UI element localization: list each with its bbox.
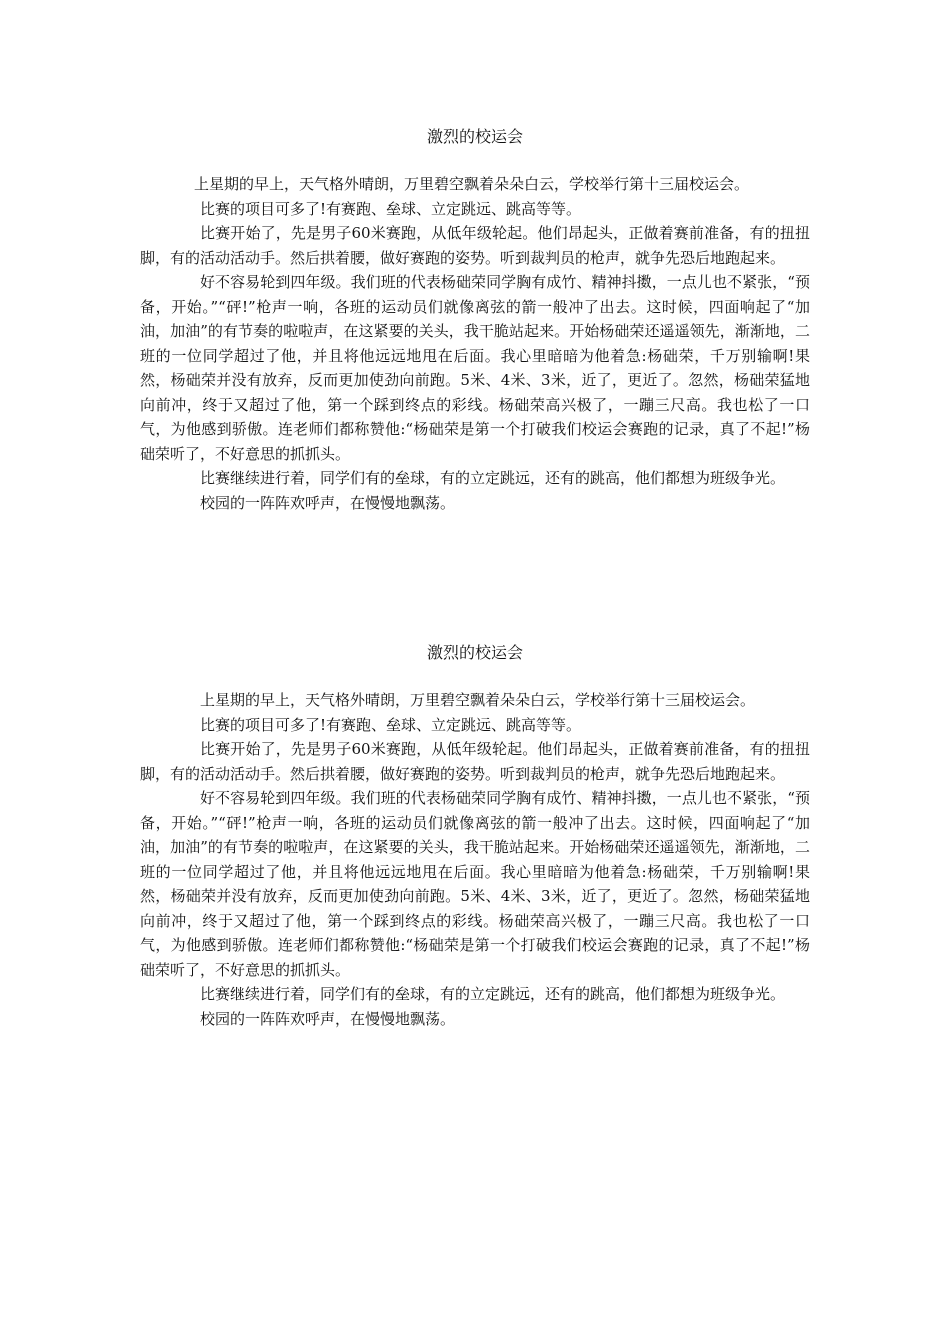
article-2 xyxy=(140,640,810,1031)
article-title: 激烈的校运会 xyxy=(426,127,523,146)
article-title: 激烈的校运会 xyxy=(426,643,523,662)
paragraph: 比赛的项目可多了!有赛跑、垒球、立定跳远、跳高等等。 xyxy=(200,199,582,218)
article-1 xyxy=(140,124,810,515)
paragraph: 上星期的早上，天气格外晴朗，万里碧空飘着朵朵白云，学校举行第十三届校运会。 xyxy=(200,691,756,709)
paragraph: 校园的一阵阵欢呼声，在慢慢地飘荡。 xyxy=(200,493,456,512)
paragraph: 好不容易轮到四年级。我们班的代表杨础荣同学胸有成竹、精神抖擞，一点儿也不紧张，“预备，开始。”“砰!”枪声一响，各班的运动员们就像离弦的箭一般冲了出去。这时候，四面响起了“加油，加油”的有节奏的啦啦声，在这紧要的关头，我干脆站起来。开始杨础荣还遥遥领先，渐渐地，二班的一位同学超过了他，并且将他远远地甩在后面。我心里暗暗为他着急:杨础荣，千万别输啊!果然，杨础荣并没有放弃，反而更加使劲向前跑。5米、4米、3米，近了，更近了。忽然，杨础荣猛地向前冲，终于又超过了他，第一个踩到终点的彩线。杨础荣高兴极了，一蹦三尺高。我也松了一口气，为他感到骄傲。连老师们都称赞他:“杨础荣是第一个打破我们校运会赛跑的记录，真了不起!”杨础荣听了，不好意思的抓抓头。 xyxy=(140,789,810,979)
paragraph: 校园的一阵阵欢呼声，在慢慢地飘荡。 xyxy=(200,1009,456,1028)
paragraph: 好不容易轮到四年级。我们班的代表杨础荣同学胸有成竹、精神抖擞，一点儿也不紧张，“预备，开始。”“砰!”枪声一响，各班的运动员们就像离弦的箭一般冲了出去。这时候，四面响起了“加油，加油”的有节奏的啦啦声，在这紧要的关头，我干脆站起来。开始杨础荣还遥遥领先，渐渐地，二班的一位同学超过了他，并且将他远远地甩在后面。我心里暗暗为他着急:杨础荣，千万别输啊!果然，杨础荣并没有放弃，反而更加使劲向前跑。5米、4米、3米，近了，更近了。忽然，杨础荣猛地向前冲，终于又超过了他，第一个踩到终点的彩线。杨础荣高兴极了，一蹦三尺高。我也松了一口气，为他感到骄傲。连老师们都称赞他:“杨础荣是第一个打破我们校运会赛跑的记录，真了不起!”杨础荣听了，不好意思的抓抓头。 xyxy=(140,273,810,463)
paragraph: 上星期的早上，天气格外晴朗，万里碧空飘着朵朵白云，学校举行第十三届校运会。 xyxy=(194,175,750,193)
paragraph: 比赛继续进行着，同学们有的垒球，有的立定跳远，还有的跳高，他们都想为班级争光。 xyxy=(200,469,786,487)
paragraph: 比赛的项目可多了!有赛跑、垒球、立定跳远、跳高等等。 xyxy=(200,715,582,734)
paragraph: 比赛开始了，先是男子60米赛跑，从低年级轮起。他们昂起头，正做着赛前准备，有的扭扭脚，有的活动活动手。然后拱着腰，做好赛跑的姿势。听到裁判员的枪声，就争先恐后地跑起来。 xyxy=(140,224,810,267)
paragraph: 比赛开始了，先是男子60米赛跑，从低年级轮起。他们昂起头，正做着赛前准备，有的扭扭脚，有的活动活动手。然后拱着腰，做好赛跑的姿势。听到裁判员的枪声，就争先恐后地跑起来。 xyxy=(140,740,810,783)
paragraph: 比赛继续进行着，同学们有的垒球，有的立定跳远，还有的跳高，他们都想为班级争光。 xyxy=(200,985,786,1003)
